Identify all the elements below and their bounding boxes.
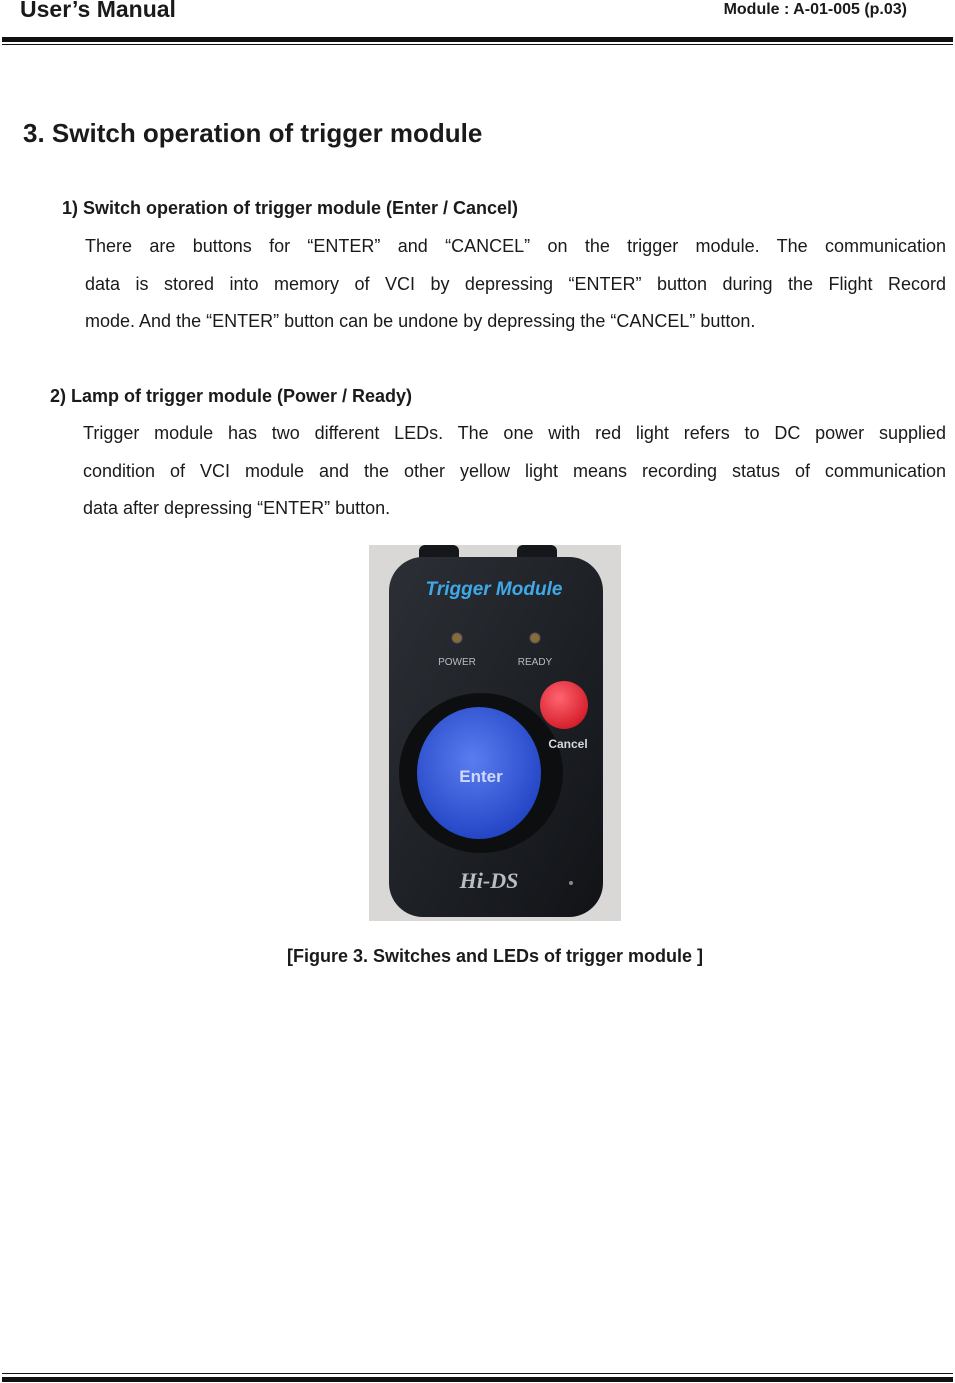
paragraph-line: data after depressing “ENTER” button. — [83, 498, 391, 518]
paragraph-line: data is stored into memory of VCI by depressing “ENTER” button during the Flight Record — [85, 273, 946, 294]
power-led-icon — [452, 633, 462, 643]
trigger-module-photo — [369, 545, 621, 921]
indicator-dot — [569, 881, 573, 885]
subsection-2-paragraph — [83, 415, 946, 528]
cancel-button — [540, 681, 588, 729]
header-rule-thin — [2, 44, 953, 45]
header-title: User’s Manual — [20, 0, 176, 22]
subsection-1-paragraph — [85, 228, 946, 341]
figure-caption: [Figure 3. Switches and LEDs of trigger module ] — [286, 946, 704, 966]
paragraph-line: There are buttons for “ENTER” and “CANCEL” on the trigger module. The communication — [85, 236, 946, 256]
ready-led-label: READY — [517, 657, 553, 668]
device-label: Trigger Module — [425, 579, 563, 600]
trigger-module-illustration — [369, 545, 621, 921]
brand-logo: Hi-DS — [459, 868, 519, 893]
paragraph-line: Trigger module has two different LEDs. The one with red light refers to DC power supplied — [83, 423, 946, 443]
cancel-button-label: Cancel — [548, 737, 588, 751]
subsection-2-heading: 2) Lamp of trigger module (Power / Ready) — [50, 386, 413, 406]
section-title: 3. Switch operation of trigger module — [23, 118, 483, 148]
ready-led-icon — [530, 633, 540, 643]
paragraph-line: mode. And the “ENTER” button can be undone by depressing the “CANCEL” button. — [85, 311, 756, 331]
enter-button-label: Enter — [459, 767, 503, 786]
power-led-label: POWER — [438, 657, 476, 668]
module-reference: Module : A-01-005 (p.03) — [723, 1, 907, 18]
paragraph-line: condition of VCI module and the other yellow light means recording status of communication — [83, 460, 946, 481]
footer-rule — [2, 1377, 953, 1382]
footer-rule-thin — [2, 1373, 953, 1374]
subsection-1-heading: 1) Switch operation of trigger module (Enter / Cancel) — [62, 198, 519, 218]
header-rule — [2, 37, 953, 42]
